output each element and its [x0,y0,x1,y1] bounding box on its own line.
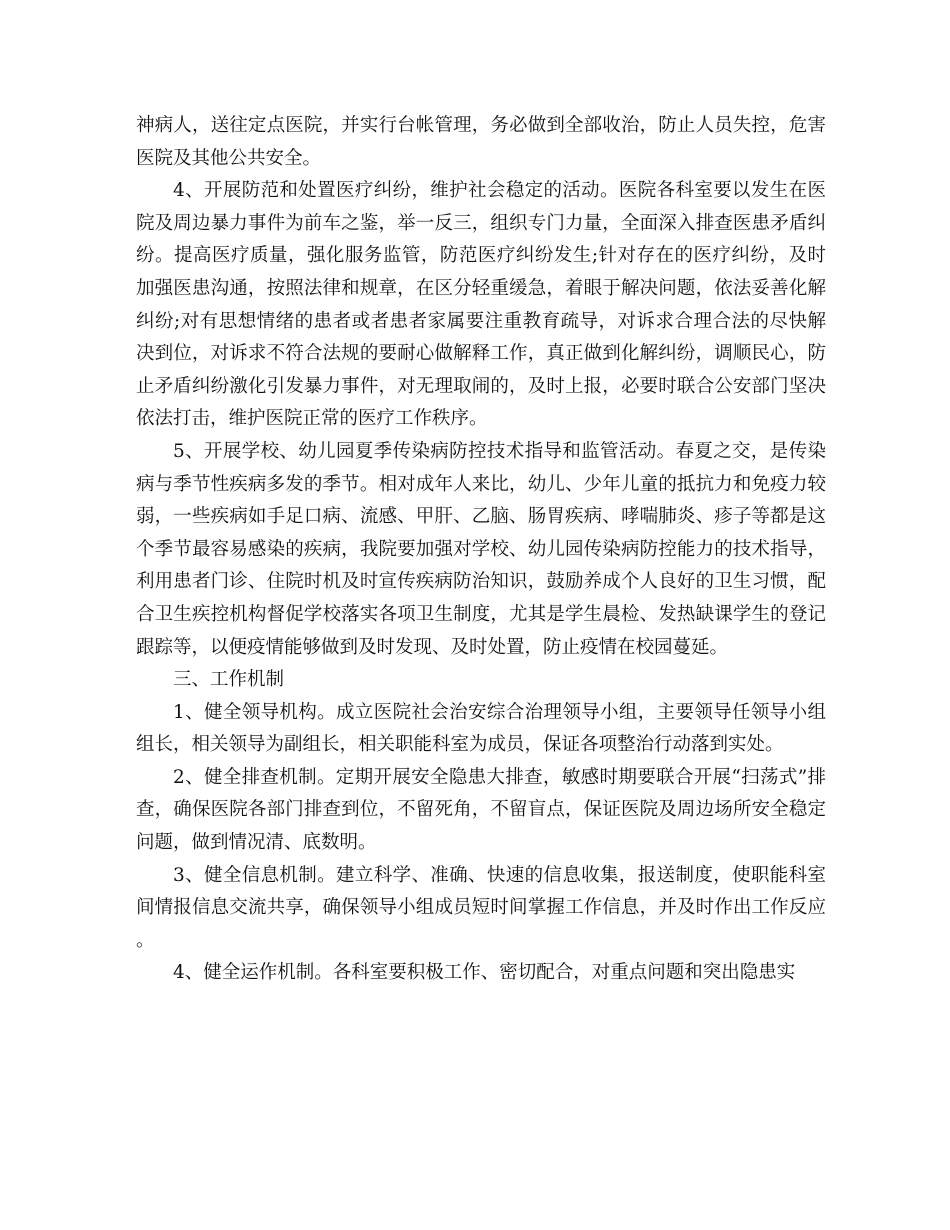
paragraph-7: 3、健全信息机制。建立科学、准确、快速的信息收集，报送制度，使职能科室间情报信息交流共享，确保领导小组成员短时间掌握工作信息，并及时作出工作反应。 [136,864,826,951]
paragraph-5: 1、健全领导机构。成立医院社会治安综合治理领导小组，主要领导任领导小组组长，相关领导为副组长，相关职能科室为成员，保证各项整治行动落到实处。 [136,701,826,756]
section-heading: 三、工作机制 [173,669,285,691]
document-page [136,110,826,990]
paragraph-6: 2、健全排查机制。定期开展安全隐患大排查，敏感时期要联合开展“扫荡式”排查，确保医院各部门排查到位，不留死角，不留盲点，保证医院及周边场所安全稳定问题，做到情况清、底数明。 [136,766,826,854]
paragraph-1: 神病人，送往定点医院，并实行台帐管理，务必做到全部收治，防止人员失控，危害医院及其他公共安全。 [136,115,826,169]
paragraph-2: 4、开展防范和处置医疗纠纷，维护社会稳定的活动。医院各科室要以发生在医院及周边暴力事件为前车之鉴，举一反三，组织专门力量，全面深入排查医患矛盾纠纷。提高医疗质量，强化服务监管，防范医疗纠纷发生;针对存在的医疗纠纷，及时加强医患沟通，按照法律和规章，在区分轻重缓急，着眼于解决问题，依法妥善化解纠纷;对有思想情绪的患者或者患者家属要注重教育疏导，对诉求合理合法的尽快解决到位，对诉求不符合法规的要耐心做解释工作，真正做到化解纠纷，调顺民心，防止矛盾纠纷激化引发暴力事件，对无理取闹的，及时上报，必要时联合公安部门坚决依法打击，维护医院正常的医疗工作秩序。 [136,180,826,430]
paragraph-3: 5、开展学校、幼儿园夏季传染病防控技术指导和监管活动。春夏之交，是传染病与季节性疾病多发的季节。相对成年人来比，幼儿、少年儿童的抵抗力和免疫力较弱，一些疾病如手足口病、流感、甲肝、乙脑、肠胃疾病、哮喘肺炎、疹子等都是这个季节最容易感染的疾病，我院要加强对学校、幼儿园传染病防控能力的技术指导，利用患者门诊、住院时机及时宣传疾病防治知识，鼓励养成个人良好的卫生习惯，配合卫生疾控机构督促学校落实各项卫生制度，尤其是学生晨检、发热缺课学生的登记跟踪等，以便疫情能够做到及时发现、及时处置，防止疫情在校园蔓延。 [136,440,826,658]
paragraph-8: 4、健全运作机制。各科室要积极工作、密切配合，对重点问题和突出隐患实 [173,962,796,984]
